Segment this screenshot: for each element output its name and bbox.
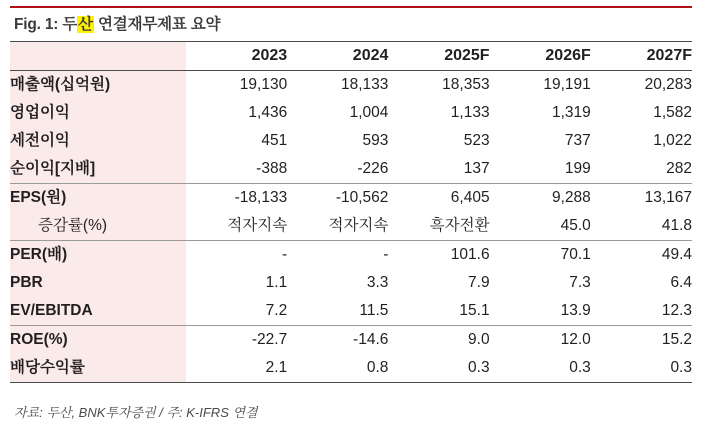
row-label: 세전이익: [10, 127, 186, 155]
cell-value: 20,283: [644, 76, 692, 93]
row-label: EV/EBITDA: [10, 297, 186, 326]
title-highlight: 산: [78, 16, 93, 33]
cell-value: -10,562: [335, 189, 389, 206]
cell-value: -388: [186, 155, 287, 184]
column-header-2023: 2023: [186, 42, 287, 71]
cell-value: 0.3: [388, 354, 489, 383]
cell-value: 6,405: [450, 189, 490, 206]
cell-value: 19,191: [543, 76, 591, 93]
cell-value: 12.3: [591, 297, 692, 326]
cell-value: 12.0: [560, 331, 591, 348]
cell-value: 1,319: [551, 104, 591, 121]
table-row: [10, 269, 692, 297]
column-header-2024: 2024: [287, 42, 388, 71]
cell-value: 1.1: [265, 274, 288, 291]
cell-value: 18,133: [340, 76, 389, 93]
cell-value: 적자지속: [287, 212, 388, 241]
cell-value: 13.9: [490, 297, 591, 326]
row-label: EPS(원): [10, 184, 186, 213]
cell-value: -22.7: [251, 331, 288, 348]
table-row: [10, 326, 692, 355]
cell-value: 0.3: [591, 354, 692, 383]
table-row: [10, 71, 692, 100]
cell-value: 19,130: [239, 76, 288, 93]
column-header-2026f: 2026F: [490, 42, 591, 71]
cell-value: -: [282, 246, 288, 263]
page-title: [14, 12, 220, 34]
cell-value: 49.4: [661, 246, 692, 263]
cell-value: 18,353: [442, 76, 490, 93]
row-label: 영업이익: [10, 99, 186, 127]
cell-value: 1,004: [349, 104, 389, 121]
column-header-metric: [10, 42, 186, 71]
cell-value: 1,133: [450, 104, 490, 121]
cell-value: 흑자전환: [388, 212, 489, 241]
cell-value: 7.9: [468, 274, 490, 291]
cell-value: 0.3: [490, 354, 591, 383]
cell-value: 1,022: [653, 132, 692, 149]
cell-value: 7.2: [186, 297, 287, 326]
cell-value: 3.3: [366, 274, 389, 291]
row-label: PER(배): [10, 241, 186, 270]
cell-value: -: [383, 246, 389, 263]
row-label: 매출액(십억원): [10, 71, 186, 100]
cell-value: 282: [591, 155, 692, 184]
cell-value: 15.2: [661, 331, 692, 348]
cell-value: -14.6: [353, 331, 389, 348]
cell-value: 0.8: [287, 354, 388, 383]
cell-value: 593: [362, 132, 389, 149]
row-label: 배당수익률: [10, 354, 186, 383]
table-row: [10, 212, 692, 241]
table-row: [10, 297, 692, 326]
row-label: 순이익[지배]: [10, 155, 186, 184]
cell-value: 199: [490, 155, 591, 184]
source-note: 자료: 두산, BNK투자증권 / 주: K-IFRS 연결: [14, 405, 258, 420]
row-label: 증감률(%): [10, 212, 186, 241]
row-label: ROE(%): [10, 326, 186, 355]
cell-value: -18,133: [234, 189, 288, 206]
cell-value: 15.1: [388, 297, 489, 326]
column-header-2025f: 2025F: [388, 42, 489, 71]
cell-value: -226: [287, 155, 388, 184]
table-row: [10, 354, 692, 383]
cell-value: 737: [564, 132, 591, 149]
row-label: PBR: [10, 269, 186, 297]
figure-label: Fig. 1:: [14, 16, 59, 33]
cell-value: 7.3: [569, 274, 591, 291]
table-row: [10, 99, 692, 127]
title-top-rule: [10, 6, 692, 8]
table-header-row: [10, 42, 692, 71]
cell-value: 523: [463, 132, 490, 149]
cell-value: 11.5: [287, 297, 388, 326]
cell-value: 6.4: [670, 274, 692, 291]
cell-value: 1,582: [653, 104, 692, 121]
table-row: [10, 184, 692, 213]
cell-value: 2.1: [186, 354, 287, 383]
cell-value: 9,288: [551, 189, 591, 206]
cell-value: 101.6: [450, 246, 490, 263]
column-header-2027f: 2027F: [591, 42, 692, 71]
cell-value: 9.0: [468, 331, 490, 348]
financial-summary-table: [10, 41, 692, 383]
cell-value: 137: [388, 155, 489, 184]
cell-value: 13,167: [644, 189, 692, 206]
table-row: [10, 241, 692, 270]
title-text-post: 연결재무제표 요약: [93, 16, 221, 33]
cell-value: 1,436: [248, 104, 288, 121]
table-row: [10, 155, 692, 184]
cell-value: 적자지속: [186, 212, 287, 241]
title-text-pre: 두: [58, 16, 78, 33]
table-row: [10, 127, 692, 155]
cell-value: 70.1: [560, 246, 591, 263]
cell-value: 45.0: [490, 212, 591, 241]
cell-value: 41.8: [591, 212, 692, 241]
cell-value: 451: [261, 132, 288, 149]
